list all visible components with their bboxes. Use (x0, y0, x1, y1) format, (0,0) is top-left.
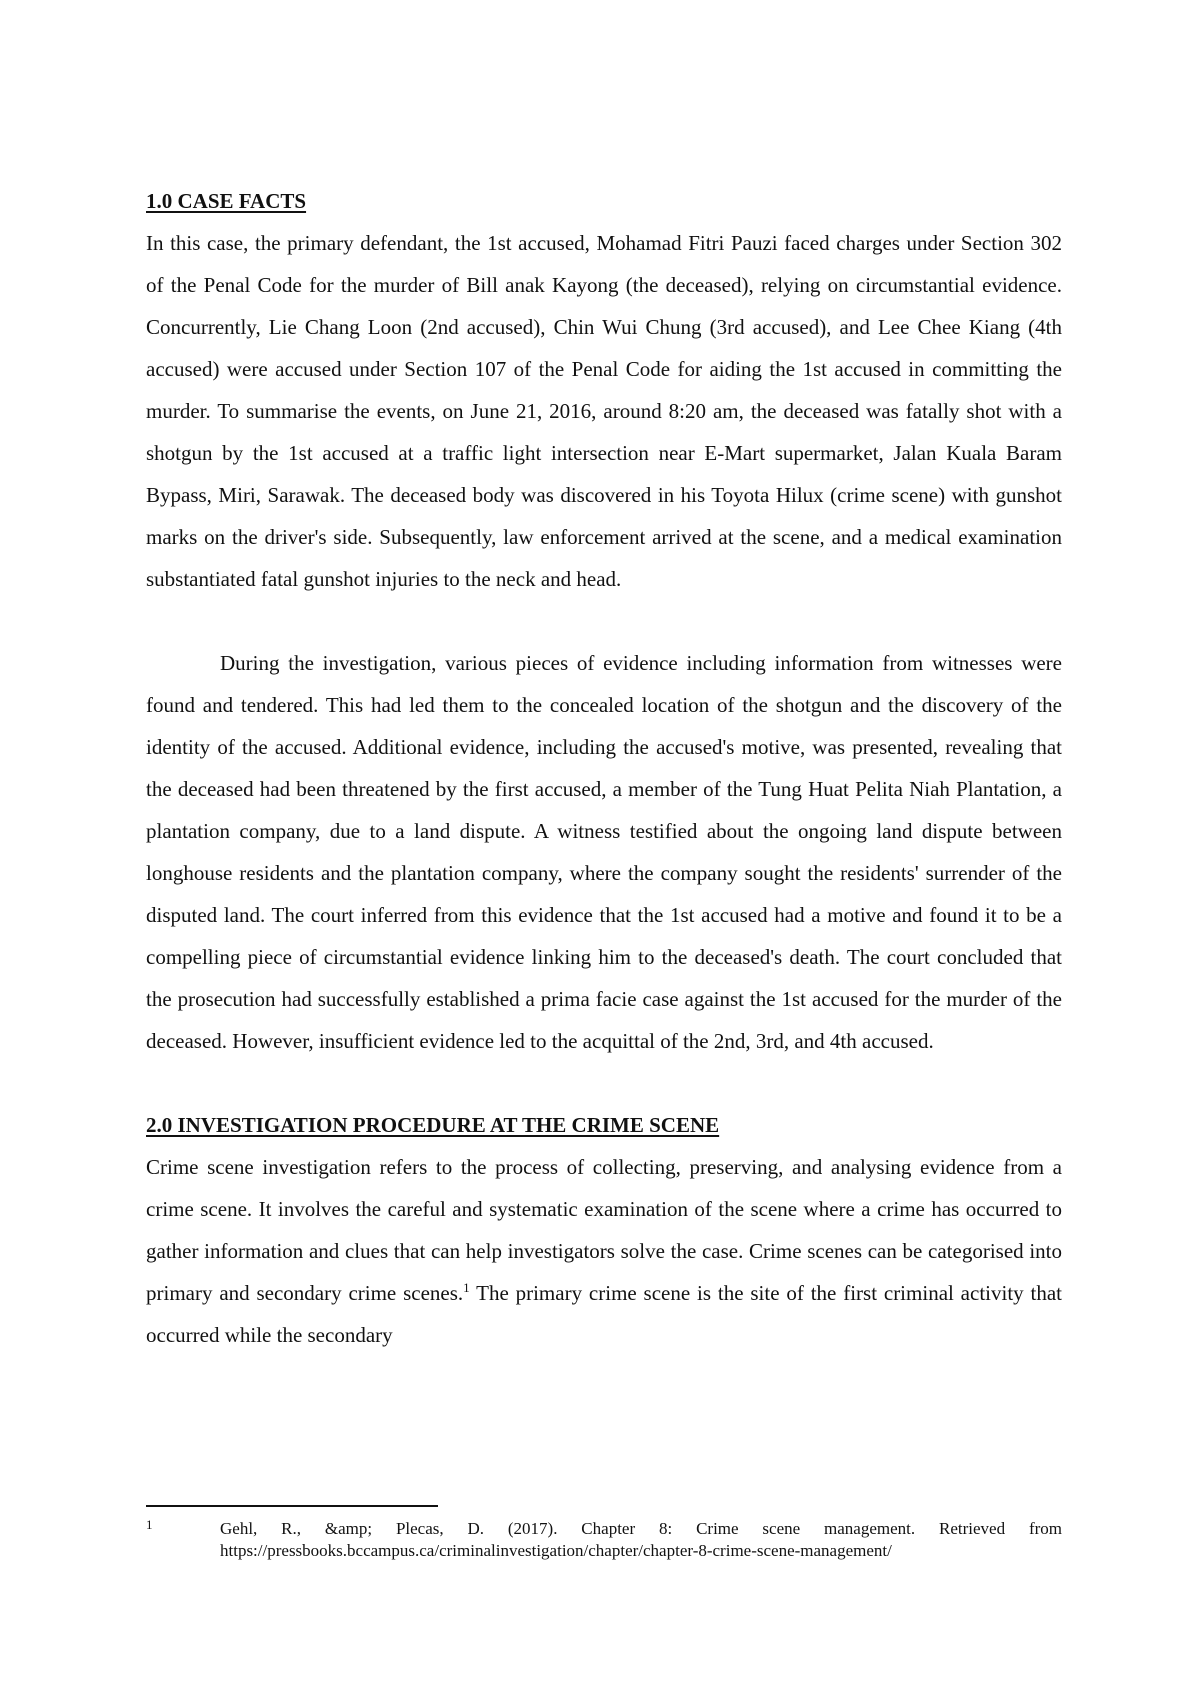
section-1-paragraph-2: During the investigation, various pieces of evidence including information from witnesses were found and tendered. This had led them to the concealed location of the shotgun and the discovery of the identity of the accused. Additional evidence, including the accused's motive, was presented, revealing that the deceased had been threatened by the first accused, a member of the Tung Huat Pelita Niah Plantation, a plantation company, due to a land dispute. A witness testified about the ongoing land dispute between longhouse residents and the plantation company, where the company sought the residents' surrender of the disputed land. The court inferred from this evidence that the 1st accused had a motive and found it to be a compelling piece of circumstantial evidence linking him to the deceased's death. The court concluded that the prosecution had successfully established a prima facie case against the 1st accused for the murder of the deceased. However, insufficient evidence led to the acquittal of the 2nd, 3rd, and 4th accused. (146, 651, 1062, 1053)
footnote-separator (146, 1505, 438, 1507)
footnote-url-link[interactable]: https://pressbooks.bccampus.ca/criminalinvestigation/chapter/chapter-8-crime-scene-management/ (220, 1541, 892, 1560)
section-2-paragraph-1 (146, 1146, 1062, 1356)
paragraph-spacer (146, 600, 1062, 642)
section-1-heading: 1.0 CASE FACTS (146, 189, 307, 213)
section-1-paragraph-1: In this case, the primary defendant, the 1st accused, Mohamad Fitri Pauzi faced charges under Section 302 of the Penal Code for the murder of Bill anak Kayong (the deceased), relying on circumstantial evidence. Concurrently, Lie Chang Loon (2nd accused), Chin Wui Chung (3rd accused), and Lee Chee Kiang (4th accused) were accused under Section 107 of the Penal Code for aiding the 1st accused in committing the murder. To summarise the events, on June 21, 2016, around 8:20 am, the deceased was fatally shot with a shotgun by the 1st accused at a traffic light intersection near E-Mart supermarket, Jalan Kuala Baram Bypass, Miri, Sarawak. The deceased body was discovered in his Toyota Hilux (crime scene) with gunshot marks on the driver's side. Subsequently, law enforcement arrived at the scene, and a medical examination substantiated fatal gunshot injuries to the neck and head. (146, 231, 1062, 591)
section-2-text-before-footnote: Crime scene investigation refers to the process of collecting, preserving, and analysing evidence from a crime scene. It involves the careful and systematic examination of the scene where a crime has occurred to gather information and clues that can help investigators solve the case. Crime scenes can be categorised into primary and secondary crime scenes. (146, 1155, 1062, 1305)
document-body (146, 180, 1062, 1356)
footnote-citation: Gehl, R., &amp; Plecas, D. (2017). Chapter 8: Crime scene management. Retrieved from (220, 1519, 1062, 1538)
section-2-heading: 2.0 INVESTIGATION PROCEDURE AT THE CRIME SCENE (146, 1113, 720, 1137)
footnote-reference[interactable]: 1 (463, 1280, 470, 1295)
footnote (146, 1518, 1062, 1562)
section-2-text-after-footnote: The primary crime scene is the site of the first criminal activity that occurred while the secondary (146, 1281, 1062, 1347)
footnote-text (220, 1518, 1062, 1562)
footnote-number: 1 (146, 1517, 153, 1532)
section-spacer (146, 1062, 1062, 1104)
